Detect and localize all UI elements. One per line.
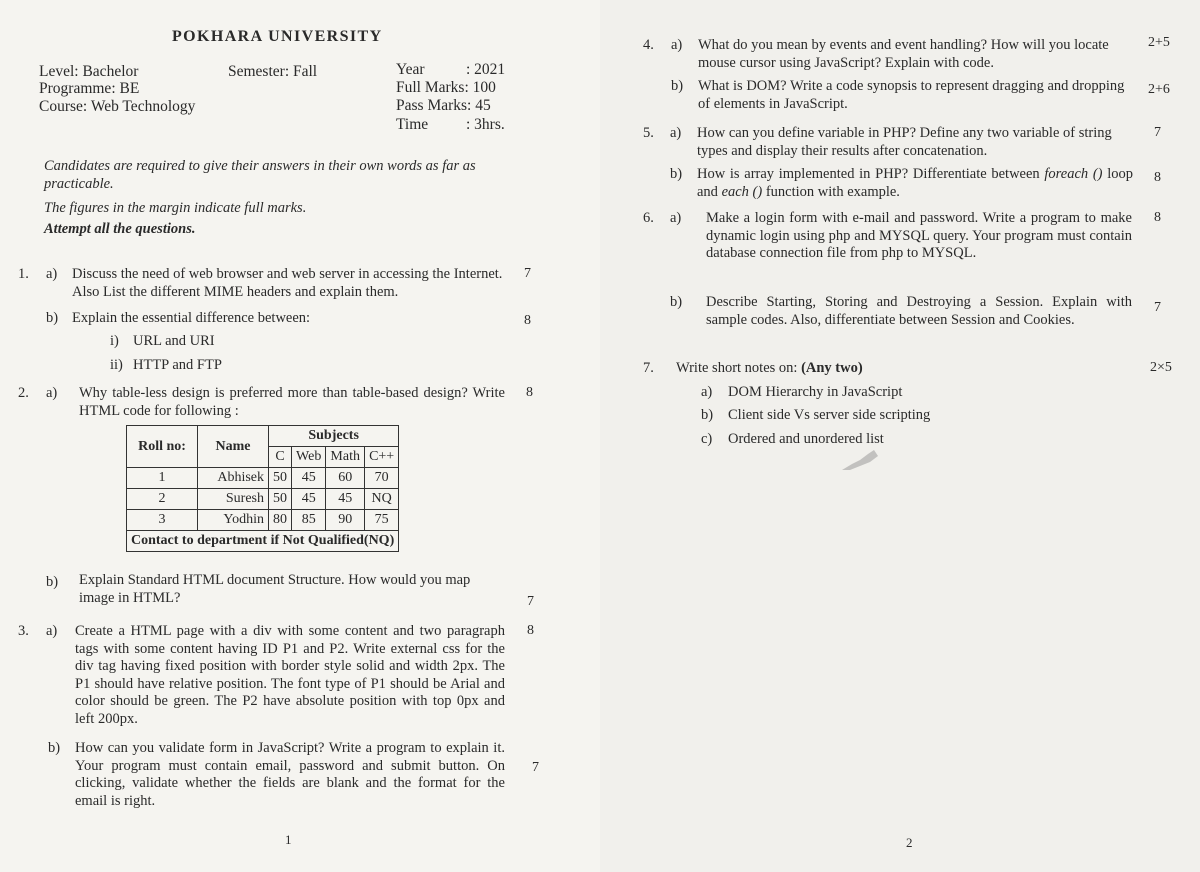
year-value: : 2021 — [466, 61, 506, 78]
q4b-label: b) — [671, 78, 684, 94]
programme-label: Programme: BE — [39, 80, 140, 97]
q5b-foreach: foreach () — [1044, 166, 1103, 182]
time-label: Time — [396, 116, 429, 133]
cell-cpp: 70 — [365, 468, 399, 489]
table-row — [127, 468, 399, 489]
q6a-marks: 8 — [1154, 210, 1161, 225]
q1-number: 1. — [18, 266, 29, 282]
q3b-marks: 7 — [532, 760, 539, 775]
table-row — [127, 489, 399, 510]
q7-text-main: Write short notes on: — [676, 360, 798, 376]
cell-web: 45 — [292, 468, 326, 489]
q7-item-a-label: a) — [701, 384, 713, 400]
q3a-label: a) — [46, 623, 58, 639]
q5a-label: a) — [670, 125, 682, 141]
q1b-label: b) — [46, 310, 59, 326]
q5b-text-part-2: loop and — [697, 166, 1133, 200]
time-value: : 3hrs. — [466, 116, 505, 133]
q2-number: 2. — [18, 385, 29, 401]
q2b-text: Explain Standard HTML document Structure. How would you map image in HTML? — [79, 572, 471, 606]
table-footer-row — [127, 531, 399, 552]
q3a-text: Create a HTML page with a div with some content and two paragraph tags with some content having ID P1 and P2. Write external css for the div tag having fixed position with border style solid and width 2px. The P1 should have relative position. The font type of P1 should be Arial and color should be green. The P2 have absolute position with top 0px and left 200px. — [75, 623, 505, 727]
q5a-marks: 7 — [1154, 125, 1161, 140]
q5b-marks: 8 — [1154, 170, 1161, 185]
cell-name: Abhisek — [198, 468, 269, 489]
cell-math: 45 — [326, 489, 365, 510]
cell-c: 80 — [269, 510, 292, 531]
q1b-marks: 8 — [524, 313, 531, 328]
q7-number: 7. — [643, 360, 654, 376]
header-subject-math: Math — [326, 447, 365, 468]
q6b-text: Describe Starting, Storing and Destroying a Session. Explain with sample codes. Also, differentiate between Session and Cookies. — [706, 294, 1132, 328]
cell-cpp: NQ — [365, 489, 399, 510]
header-subject-c: C — [269, 447, 292, 468]
cell-c: 50 — [269, 489, 292, 510]
q2b-label: b) — [46, 574, 59, 590]
q5b-label: b) — [670, 166, 683, 182]
instruction-2: The figures in the margin indicate full marks. — [44, 200, 307, 216]
ink-smudge-icon — [838, 446, 884, 474]
q2a-text: Why table-less design is preferred more than table-based design? Write HTML code for following : — [79, 385, 505, 419]
cell-roll: 3 — [127, 510, 198, 531]
q5-number: 5. — [643, 125, 654, 141]
instruction-3: Attempt all the questions. — [44, 221, 196, 237]
q7-item-b-label: b) — [701, 407, 714, 423]
university-title: POKHARA UNIVERSITY — [172, 28, 383, 45]
cell-web: 45 — [292, 489, 326, 510]
q5a-text: How can you define variable in PHP? Define any two variable of string types and display their results after concatenation. — [697, 125, 1112, 159]
q4a-marks: 2+5 — [1148, 35, 1170, 50]
cell-c: 50 — [269, 468, 292, 489]
page-number-1: 1 — [285, 832, 292, 847]
q6b-label: b) — [670, 294, 683, 310]
table-header-row — [127, 426, 399, 447]
q7-any-two: (Any two) — [801, 360, 863, 376]
table-row — [127, 510, 399, 531]
q6-number: 6. — [643, 210, 654, 226]
course-label: Course: Web Technology — [39, 98, 196, 115]
q7-text — [676, 360, 863, 378]
cell-math: 90 — [326, 510, 365, 531]
q4-number: 4. — [643, 37, 654, 53]
q1b-text: Explain the essential difference between: — [72, 310, 311, 326]
q1b-item-1-text: URL and URI — [133, 333, 215, 349]
q6a-label: a) — [670, 210, 682, 226]
cell-math: 60 — [326, 468, 365, 489]
exam-page-2 — [600, 0, 1200, 872]
q4a-label: a) — [671, 37, 683, 53]
q5b-text — [697, 166, 1133, 201]
header-roll: Roll no: — [127, 426, 198, 468]
q3b-label: b) — [48, 740, 61, 756]
header-subjects: Subjects — [269, 426, 399, 447]
q3a-marks: 8 — [527, 623, 534, 638]
cell-name: Suresh — [198, 489, 269, 510]
header-subject-web: Web — [292, 447, 326, 468]
q5b-text-part-3: function with example. — [762, 183, 900, 200]
table-footer: Contact to department if Not Qualified(NQ) — [127, 531, 399, 552]
instruction-1: Candidates are required to give their answers in their own words as far as practicable. — [44, 158, 476, 192]
q4a-text: What do you mean by events and event handling? How will you locate mouse cursor using JavaScript? Explain with code. — [698, 37, 1109, 71]
marks-table — [126, 425, 399, 552]
q5b-text-part-1: How is array implemented in PHP? Differentiate between — [697, 166, 1040, 182]
cell-name: Yodhin — [198, 510, 269, 531]
level-label: Level: Bachelor — [39, 63, 139, 80]
q7-item-c-text: Ordered and unordered list — [728, 431, 884, 447]
q6b-marks: 7 — [1154, 300, 1161, 315]
q2b-marks: 7 — [527, 594, 534, 609]
q7-item-b-text: Client side Vs server side scripting — [728, 407, 931, 423]
cell-roll: 2 — [127, 489, 198, 510]
cell-cpp: 75 — [365, 510, 399, 531]
q7-item-a-text: DOM Hierarchy in JavaScript — [728, 384, 903, 400]
q7-item-c-label: c) — [701, 431, 713, 447]
pass-marks-label: Pass Marks: 45 — [396, 97, 491, 114]
cell-roll: 1 — [127, 468, 198, 489]
cell-web: 85 — [292, 510, 326, 531]
q7-marks: 2×5 — [1150, 360, 1172, 375]
q3b-text: How can you validate form in JavaScript? Write a program to explain it. Your program must contain email, password and submit button. On clicking, validate whether the fields are blank and the format for the email is right. — [75, 740, 505, 809]
q4b-text: What is DOM? Write a code synopsis to represent dragging and dropping of elements in JavaScript. — [698, 78, 1125, 112]
q3-number: 3. — [18, 623, 29, 639]
q6a-text: Make a login form with e-mail and password. Write a program to make dynamic login using php and MYSQL query. Your program must contain database connection file from php to MYSQL. — [706, 210, 1132, 261]
q1b-item-2-label: ii) — [110, 357, 123, 373]
q1a-marks: 7 — [524, 266, 531, 281]
q1a-text: Discuss the need of web browser and web server in accessing the Internet. Also List the different MIME headers and explain them. — [72, 266, 503, 300]
page-number-2: 2 — [906, 835, 913, 850]
q1b-item-2-text: HTTP and FTP — [133, 357, 222, 373]
full-marks-label: Full Marks: 100 — [396, 79, 496, 96]
semester-label: Semester: Fall — [228, 63, 318, 80]
header-name: Name — [198, 426, 269, 468]
q5b-each: each () — [721, 183, 763, 200]
q1b-item-1-label: i) — [110, 333, 119, 349]
q4b-marks: 2+6 — [1148, 82, 1170, 97]
q1a-label: a) — [46, 266, 58, 282]
q2a-marks: 8 — [526, 385, 533, 400]
q2a-label: a) — [46, 385, 58, 401]
year-label: Year — [396, 61, 425, 78]
header-subject-cpp: C++ — [365, 447, 399, 468]
